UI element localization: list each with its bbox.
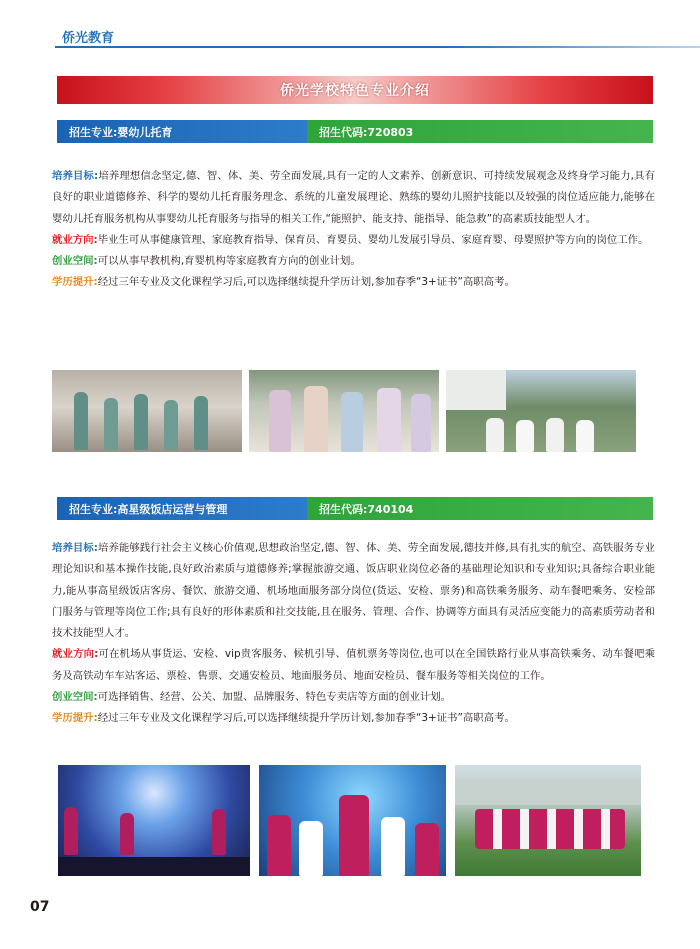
startup-paragraph	[52, 687, 655, 708]
dance-practice-photo	[52, 370, 242, 452]
major-bar-1	[57, 120, 653, 143]
startup-text: 可以从事早教机构,育婴机构等家庭教育方向的创业计划。	[97, 255, 361, 268]
group-lawn-photo	[455, 765, 641, 876]
objective-label: 培养目标:	[52, 170, 99, 182]
objective-paragraph	[52, 538, 655, 644]
fan-dance-photo	[249, 370, 439, 452]
page-banner	[57, 76, 653, 104]
employment-paragraph	[52, 230, 655, 251]
education-paragraph	[52, 272, 655, 293]
major-2-photos	[58, 765, 641, 876]
education-paragraph	[52, 708, 655, 729]
uniform-students-photo	[259, 765, 446, 876]
employment-paragraph	[52, 644, 655, 687]
objective-label: 培养目标:	[52, 542, 98, 554]
major-code: 招生代码:720803	[307, 120, 653, 143]
objective-text: 培养理想信念坚定,德、智、体、美、劳全面发展,具有一定的人文素养、创新意识、可持续发展观念及终身学习能力,具有良好的职业道德修养、科学的婴幼儿托育服务理念、系统的儿童发展理论、熟练的婴幼儿照护技能以及较强的岗位适应能力,能够在婴幼儿托育服务机构从事婴幼儿托育服务与指导的相关工作,“能照护、能支持、能指导、能急救”的高素质技能型人才。	[52, 170, 656, 225]
education-label: 学历提升:	[52, 276, 98, 289]
employment-text: 可在机场从事货运、安检、vip贵客服务、候机引导、值机票务等岗位,也可以在全国铁路行业从事高铁乘务、动车餐吧乘务及高铁动车车站客运、票检、售票、交通安检员、地面服务员、地面安检员、餐车服务等相关岗位的工作。	[52, 648, 655, 682]
major-1-description	[52, 166, 655, 294]
startup-label: 创业空间:	[52, 255, 98, 268]
employment-label: 就业方向:	[52, 648, 99, 661]
education-text: 经过三年专业及文化课程学习后,可以选择继续提升学历计划,参加春季“3+证书”高职高考。	[97, 276, 515, 289]
objective-paragraph	[52, 166, 655, 230]
banner-title: 侨光学校特色专业介绍	[280, 83, 430, 99]
header-title: 侨光教育	[62, 31, 115, 46]
major-name: 招生专业:高星级饭店运营与管理	[57, 497, 307, 520]
major-2-description	[52, 538, 655, 730]
outdoor-dance-photo	[446, 370, 636, 452]
major-code: 招生代码:740104	[307, 497, 653, 520]
employment-text: 毕业生可从事健康管理、家庭教育指导、保育员、育婴员、婴幼儿发展引导员、家庭育婴、母婴照护等方向的岗位工作。	[97, 233, 649, 246]
objective-text: 培养能够践行社会主义核心价值观,思想政治坚定,德、智、体、美、劳全面发展,德技并修,具有扎实的航空、高铁服务专业理论知识和基本操作技能,良好政治素质与道德修养;掌握旅游交通、饭店职业岗位必备的基础理论知识和专业知识;具备综合职业能力,能从事高星级饭店客房、餐饮、旅游交通、机场地面服务部分岗位(货运、安检、票务)和高铁乘务服务、动车餐吧乘务、安检部门服务与管理等岗位工作;具有良好的形体素质和社交技能,且在服务、管理、合作、协调等方面具有灵活应变能力的高素质劳动者和技术技能型人才。	[52, 542, 655, 640]
page-number: 07	[30, 899, 50, 915]
startup-paragraph	[52, 251, 655, 272]
education-text: 经过三年专业及文化课程学习后,可以选择继续提升学历计划,参加春季“3+证书”高职高考。	[97, 712, 515, 725]
stage-performance-photo	[58, 765, 250, 876]
startup-text: 可选择销售、经营、公关、加盟、品牌服务、特色专卖店等方面的创业计划。	[97, 691, 451, 704]
major-bar-2	[57, 497, 653, 520]
employment-label: 就业方向:	[52, 233, 98, 246]
education-label: 学历提升:	[52, 712, 98, 725]
major-name: 招生专业:婴幼儿托育	[57, 120, 307, 143]
startup-label: 创业空间:	[52, 691, 98, 704]
header-rule	[55, 46, 700, 48]
major-1-photos	[52, 370, 636, 452]
